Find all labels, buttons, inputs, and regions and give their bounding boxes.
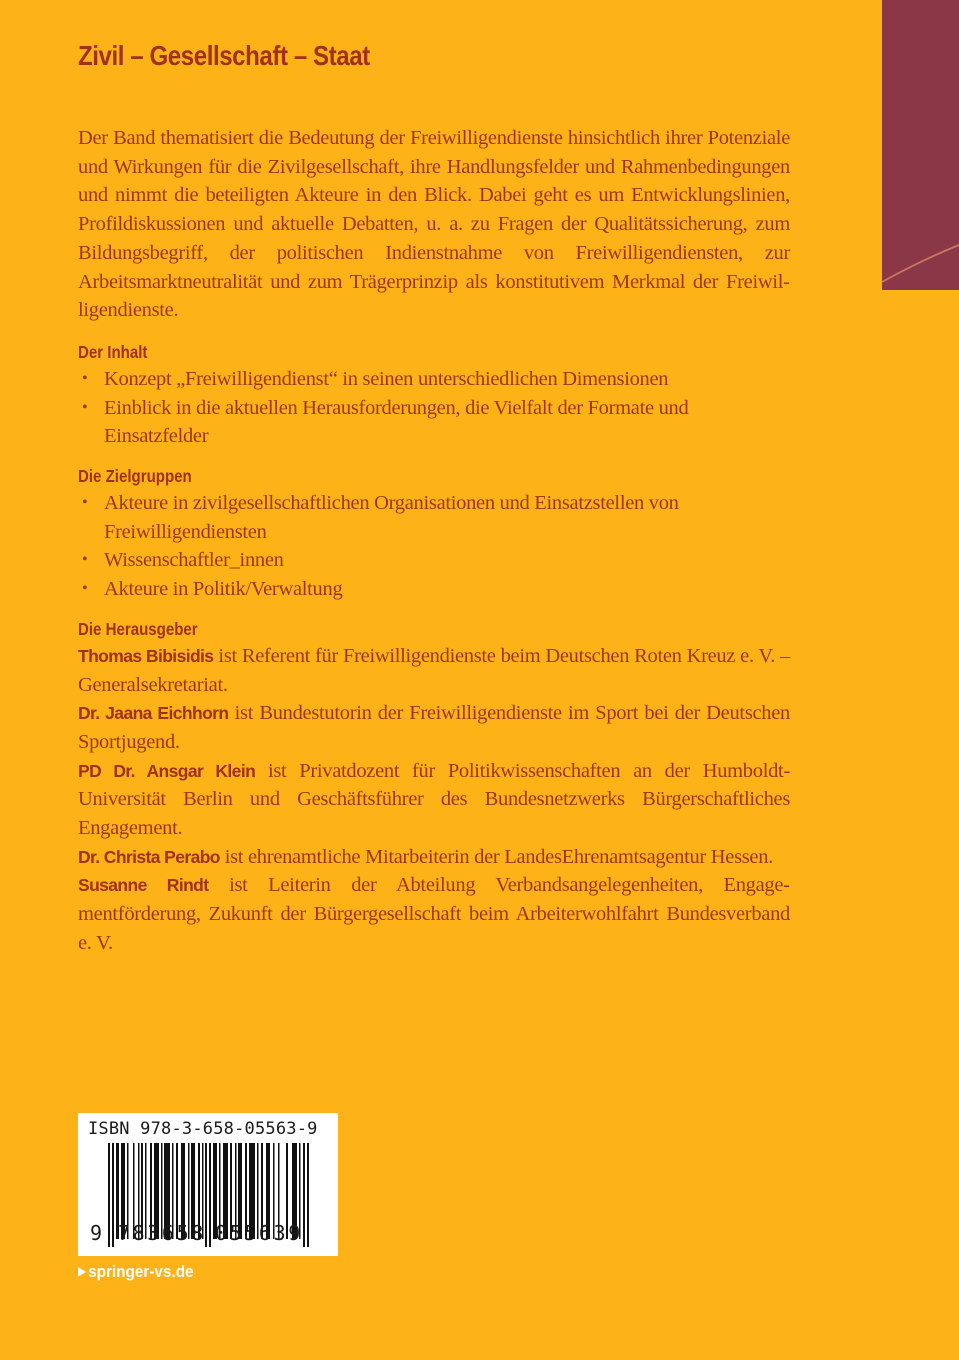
list-item-text: Akteure in Politik/Verwaltung [104, 578, 343, 601]
editor-name: Dr. Christa Perabo [78, 846, 220, 867]
isbn-barcode [78, 1113, 338, 1256]
decorative-maroon-panel [882, 0, 959, 290]
back-cover-content [78, 124, 790, 958]
list-item [78, 365, 790, 394]
editor-bio [78, 843, 790, 872]
ean-first-digit: 9 [90, 1221, 103, 1245]
list-item [78, 394, 790, 451]
publisher-url: springer-vs.de [88, 1262, 194, 1281]
list-item-text: Einblick in die aktuellen Herausforderungen, die Vielfalt der Formate und Einsatzfelder [104, 396, 689, 448]
editor-description: ist Bundestutorin der Freiwilligendienste im Sport bei der Deutschen Sportjugend. [78, 702, 790, 753]
ean-right-digits: 055639 [215, 1221, 303, 1245]
book-description: Der Band thematisiert die Bedeutung der Freiwilligendienste hinsichtlich ihrer Potenziale und Wirkungen für die Zivilgesellschaft, ihre Handlungsfelder und Rahmenbedingungen und nimmt die beteiligten Akteure in den Blick. Dabei geht es um Entwicklungslinien, Profildiskussionen und aktuelle Debatten, u. a. zu Fragen der Qualitätssicherung, zum Bildungsbegriff, der politischen Indienstnahme von Freiwilligendiensten, zur Arbeitsmarktneutralität und zum Trägerprinzip als konstitutivem Merkmal der Freiwilligendienste. [78, 127, 790, 322]
editor-name: Thomas Bibisidis [78, 645, 214, 666]
list-item [78, 546, 790, 575]
isbn-label: ISBN 978-3-658-05563-9 [88, 1119, 318, 1139]
section-heading-editors: Die Herausgeber [78, 618, 198, 639]
bullet-icon: • [82, 398, 88, 416]
bullet-icon: • [82, 551, 88, 569]
editor-bio [78, 871, 790, 957]
editor-name: Susanne Rindt [78, 875, 209, 896]
editor-description: ist Leiterin der Abteilung Verbandsangelegenheiten, Engagementförderung, Zukunft der Bürgergesellschaft beim Arbeiterwohlfahrt Bundesverband e. V. [78, 874, 790, 954]
list-item-text: Konzept „Freiwilligendienst“ in seinen unterschiedlichen Dimensionen [104, 367, 669, 390]
bullet-icon: • [82, 494, 88, 512]
play-arrow-icon: ▶ [78, 1264, 87, 1278]
editor-description: ist ehrenamtliche Mitarbeiterin der LandesEhrenamtsagentur Hessen. [219, 845, 774, 868]
contents-list [78, 365, 790, 451]
editor-bio [78, 642, 790, 699]
editor-description: ist Privatdozent für Politikwissenschaften an der Humboldt-Universität Berlin und Geschäftsführer des Bundesnetzwerks Bürgerschaftliches Engagement. [78, 759, 790, 840]
list-item [78, 489, 790, 546]
publisher-website-link[interactable] [78, 1262, 194, 1282]
target-groups-list [78, 489, 790, 604]
bullet-icon: • [82, 369, 88, 387]
series-title: Zivil – Gesellschaft – Staat [78, 40, 370, 71]
editor-description: ist Referent für Freiwilligendienste beim Deutschen Roten Kreuz e. V. – Generalsekretariat. [78, 644, 791, 696]
section-contents [78, 339, 790, 451]
list-item-text: Wissenschaftler_innen [104, 549, 284, 572]
section-target-groups [78, 463, 790, 604]
curve-line-decoration [882, 0, 959, 290]
section-heading-target-groups: Die Zielgruppen [78, 466, 192, 487]
bullet-icon: • [82, 580, 88, 598]
section-heading-contents: Der Inhalt [78, 341, 148, 362]
editor-name: Dr. Jaana Eichhorn [78, 703, 229, 724]
editor-bio [78, 699, 790, 756]
editor-name: PD Dr. Ansgar Klein [78, 760, 256, 781]
section-editors [78, 616, 790, 958]
editor-bio [78, 757, 790, 843]
ean-left-digits: 783658 [118, 1221, 206, 1245]
list-item [78, 575, 790, 604]
list-item-text: Akteure in zivilgesellschaftlichen Organisationen und Einsatzstellen von Freiwilligendiensten [104, 492, 679, 543]
